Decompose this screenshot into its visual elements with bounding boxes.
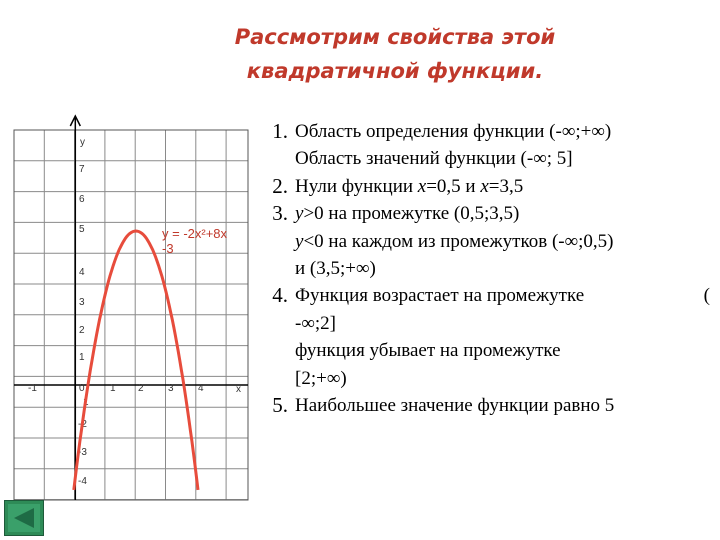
y-tick-label: 2	[79, 325, 85, 336]
graph-tick-labels	[28, 164, 204, 487]
x-tick-label: 0	[79, 383, 85, 394]
property-item	[256, 310, 716, 337]
property-text: <0 на каждом из промежутков (-∞;0,5)	[303, 230, 614, 252]
variable-symbol: x	[480, 175, 489, 197]
property-text: -∞;2]	[295, 312, 336, 334]
property-item	[256, 392, 716, 419]
y-tick-label: 3	[79, 297, 85, 308]
property-item	[256, 282, 716, 309]
property-number: 3.	[272, 201, 288, 226]
properties-list	[256, 118, 716, 419]
y-tick-label: -4	[78, 476, 87, 487]
property-text: Нули функции	[295, 175, 418, 197]
graph-axes	[14, 116, 248, 500]
property-item	[256, 145, 716, 172]
x-axis-label: x	[236, 384, 241, 395]
graph-grid	[14, 130, 248, 500]
property-text: =0,5 и	[426, 175, 481, 197]
property-item	[256, 118, 716, 145]
variable-symbol: y	[295, 203, 304, 225]
x-tick-label: 3	[168, 383, 174, 394]
property-text: [2;+∞)	[295, 367, 347, 389]
property-text: Область значений функции (-∞; 5]	[295, 148, 573, 170]
back-nav-button[interactable]	[4, 500, 44, 536]
y-tick-label: 1	[83, 397, 89, 408]
property-item	[256, 200, 716, 227]
property-item	[256, 337, 716, 364]
property-number: 5.	[272, 393, 288, 418]
y-axis-label: y	[80, 137, 85, 148]
x-tick-label: 2	[138, 383, 144, 394]
x-tick-label: 4	[198, 383, 204, 394]
y-tick-label: 1	[79, 352, 85, 363]
title-line-2: квадратичной функции.	[246, 59, 544, 83]
title-line-1: Рассмотрим свойства этой	[234, 25, 556, 49]
equation-label-line-2: -3	[162, 241, 174, 256]
property-number: 4.	[272, 283, 288, 308]
property-text: функция убывает на промежутке	[295, 340, 561, 362]
property-text: Область определения функции (-∞;+∞)	[295, 121, 612, 142]
property-number: 1.	[272, 119, 288, 143]
y-tick-label: -2	[78, 419, 87, 430]
property-text: Функция возрастает на промежутке	[295, 285, 585, 307]
y-tick-label: 5	[79, 224, 85, 235]
property-text: и (3,5;+∞)	[295, 258, 376, 280]
property-item	[256, 173, 716, 200]
property-item	[256, 228, 716, 255]
property-number: 2.	[272, 173, 288, 198]
property-text: >0 на промежутке (0,5;3,5)	[303, 203, 520, 225]
y-tick-label: -3	[78, 447, 87, 458]
property-text: =3,5	[488, 175, 524, 197]
parabola-graph	[0, 0, 260, 540]
parabola-curve	[74, 231, 198, 490]
equation-label-line-1: y = -2x²+8x	[162, 226, 228, 241]
property-item	[256, 365, 716, 392]
y-tick-label: 7	[79, 164, 85, 175]
y-tick-label: 4	[79, 267, 85, 278]
property-text: Наибольшее значение функции равно 5	[295, 395, 615, 417]
x-tick-label: -1	[28, 383, 37, 394]
variable-symbol: y	[295, 230, 304, 252]
x-tick-label: 1	[110, 383, 116, 394]
property-trailing-bracket: (	[703, 285, 710, 307]
property-item	[256, 255, 716, 282]
y-tick-label: 6	[79, 194, 85, 205]
variable-symbol: x	[417, 175, 427, 197]
